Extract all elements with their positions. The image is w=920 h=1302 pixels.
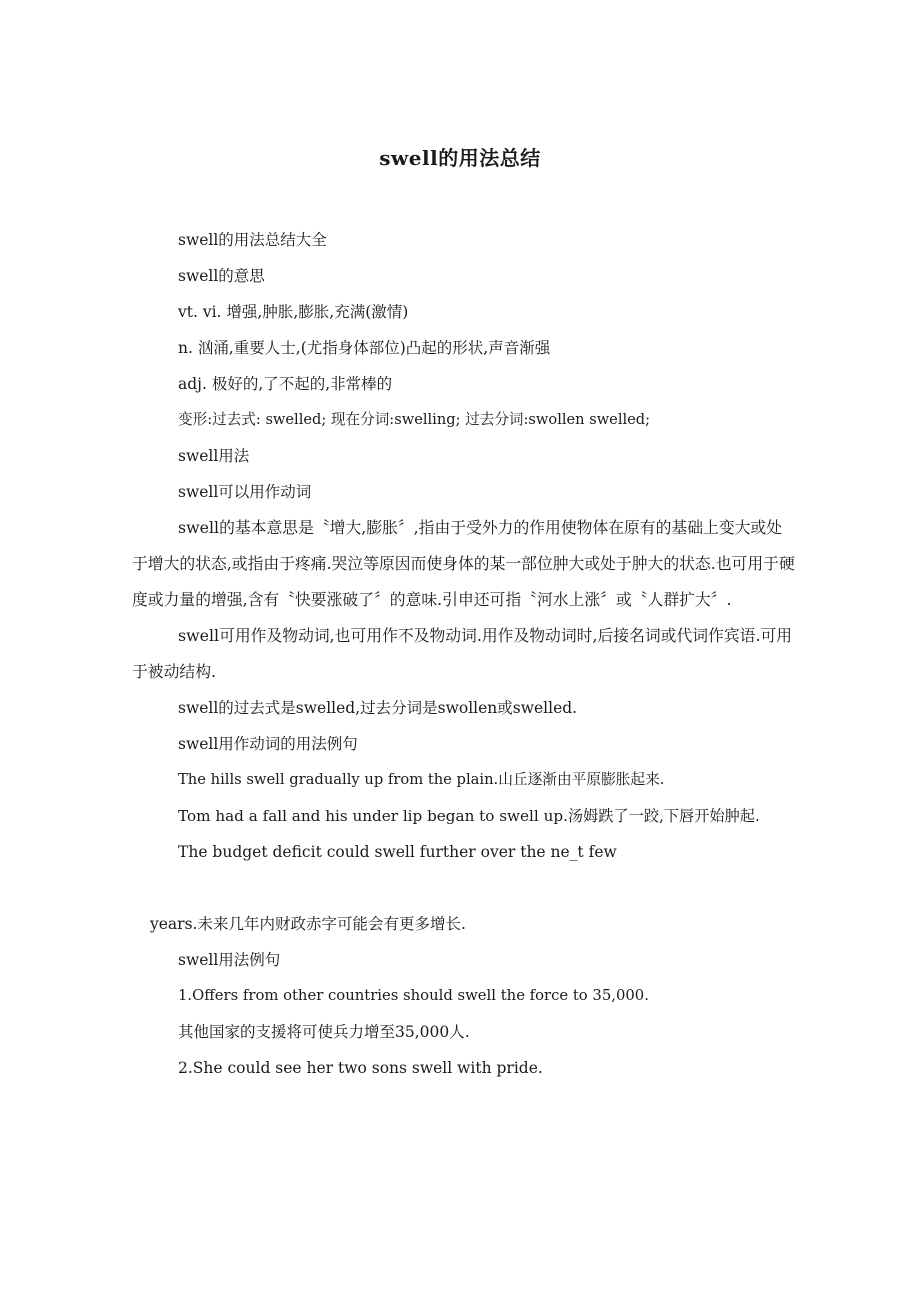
paragraph: swell的意思	[178, 267, 265, 285]
paragraph: swell可用作及物动词,也可用作不及物动词.用作及物动词时,后接名词或代词作宾语.可用于被动结构.	[132, 626, 793, 681]
example-sentence: 1.Offers from other countries should swell the force to 35,000.	[178, 987, 649, 1004]
example-sentence: The budget deficit could swell further over the ne_t few	[178, 843, 617, 861]
example-sentence: The hills swell gradually up from the plain.山丘逐渐由平原膨胀起来.	[178, 771, 665, 788]
paragraph: adj. 极好的,了不起的,非常棒的	[178, 375, 393, 393]
document-body	[132, 222, 796, 1086]
paragraph: swell的过去式是swelled,过去分词是swollen或swelled.	[178, 699, 578, 717]
page-title: swell的用法总结	[379, 146, 541, 170]
paragraph: swell可以用作动词	[178, 483, 312, 501]
paragraph: swell用作动词的用法例句	[178, 735, 358, 753]
example-sentence: Tom had a fall and his under lip began to swell up.汤姆跌了一跤,下唇开始肿起.	[178, 807, 760, 825]
paragraph: vt. vi. 增强,肿胀,膨胀,充满(激情)	[178, 303, 409, 321]
paragraph: 变形:过去式: swelled; 现在分词:swelling; 过去分词:swollen swelled;	[178, 411, 651, 428]
example-sentence: 2.She could see her two sons swell with pride.	[178, 1059, 543, 1077]
paragraph: n. 汹涌,重要人士,(尤指身体部位)凸起的形状,声音渐强	[178, 339, 551, 357]
paragraph: swell用法	[178, 447, 250, 465]
spacer	[132, 870, 796, 906]
example-translation: 其他国家的支援将可使兵力增至35,000人.	[178, 1023, 470, 1041]
paragraph: swell用法例句	[178, 951, 281, 969]
paragraph: swell的基本意思是〝增大,膨胀〞,指由于受外力的作用使物体在原有的基础上变大或处于增大的状态,或指由于疼痛.哭泣等原因而使身体的某一部位肿大或处于肿大的状态.也可用于硬度或力量的增强,含有〝快要涨破了〞的意味.引申还可指〝河水上涨〞或〝人群扩大〞.	[132, 518, 795, 609]
example-sentence-continuation: years.未来几年内财政赤字可能会有更多增长.	[150, 915, 466, 933]
paragraph: swell的用法总结大全	[178, 231, 327, 249]
